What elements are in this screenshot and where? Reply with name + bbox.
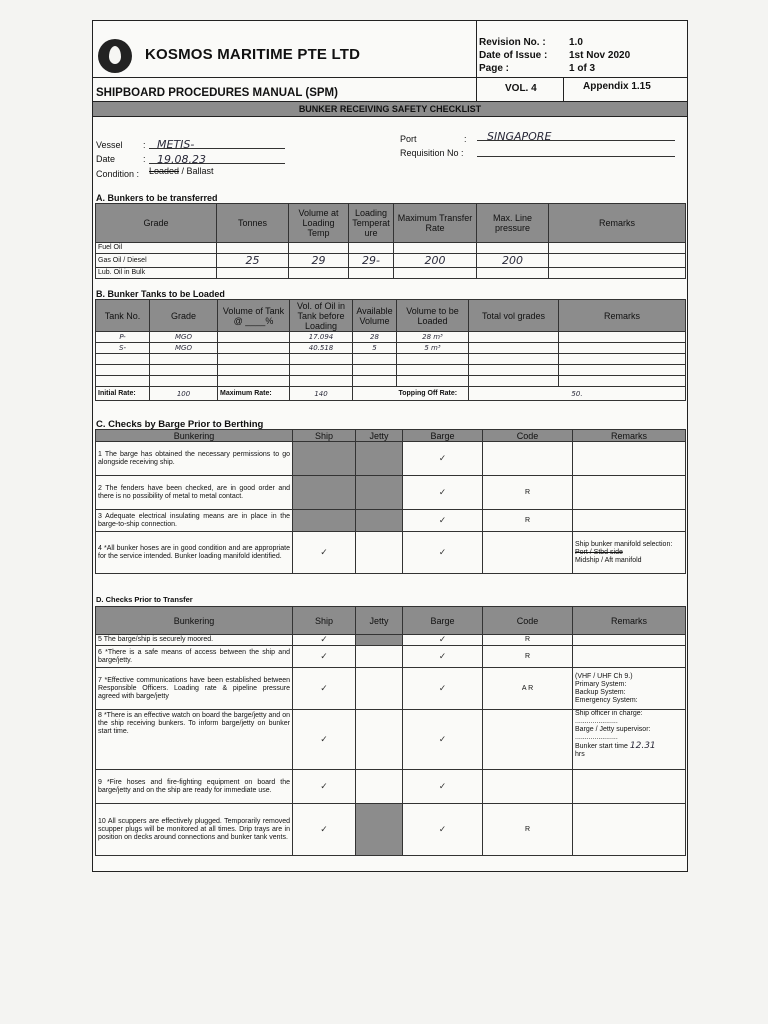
ship-check[interactable]: ✓ [293, 532, 356, 574]
to-load-cell[interactable] [397, 354, 469, 365]
grade-cell: Fuel Oil [96, 243, 217, 254]
total-cell[interactable] [469, 343, 559, 354]
to-load-cell[interactable]: 5 m³ [397, 343, 469, 354]
col-volume-of-tank: Volume of Tank @ ____% [218, 300, 290, 332]
maximum-rate-value[interactable]: 140 [290, 387, 353, 401]
backup-system: Backup System: [575, 688, 626, 696]
col-volume-loading-temp: Volume at Loading Temp [289, 204, 349, 243]
col-code: Code [483, 607, 573, 635]
col-ship: Ship [293, 607, 356, 635]
volume-cell[interactable] [289, 268, 349, 279]
col-barge: Barge [403, 607, 483, 635]
rate-cell[interactable]: 200 [394, 254, 477, 268]
remarks-cell[interactable] [559, 354, 686, 365]
port-colon: : [464, 134, 467, 144]
to-load-cell[interactable]: 28 m³ [397, 332, 469, 343]
revision-value: 1.0 [569, 37, 583, 48]
before-cell[interactable] [290, 354, 353, 365]
check-text: 5 The barge/ship is securely moored. [96, 635, 293, 646]
section-b-title: B. Bunker Tanks to be Loaded [96, 289, 225, 299]
checklist-row [96, 442, 686, 476]
manifold-side: Port / Stbd side [575, 548, 623, 556]
date-colon: : [143, 154, 146, 164]
checklist-row [96, 635, 686, 646]
appendix-label: Appendix 1.15 [583, 81, 651, 92]
remarks-cell[interactable] [573, 804, 686, 856]
col-bunkering: Bunkering [96, 430, 293, 442]
jetty-check[interactable] [356, 770, 403, 804]
code-cell [483, 532, 573, 574]
check-text: 4 *All bunker hoses are in good condition and are appropriate for the service intended. Bunker loading manifold identified. [96, 532, 293, 574]
barge-check[interactable]: ✓ [403, 646, 483, 668]
tonnes-cell[interactable]: 25 [217, 254, 289, 268]
grade-cell[interactable] [150, 376, 218, 387]
to-load-cell[interactable] [397, 376, 469, 387]
col-tank-no: Tank No. [96, 300, 150, 332]
initial-rate-value[interactable]: 100 [150, 387, 218, 401]
remarks-cell[interactable] [573, 476, 686, 510]
barge-check[interactable]: ✓ [403, 635, 483, 646]
vessel-field[interactable] [149, 135, 285, 149]
jetty-check[interactable] [356, 668, 403, 710]
barge-check[interactable]: ✓ [403, 710, 483, 770]
code-cell: R [483, 635, 573, 646]
checklist-row [96, 710, 686, 770]
barge-supervisor-line: ...................... [575, 734, 618, 741]
available-cell[interactable]: 28 [353, 332, 397, 343]
col-vol-before-loading: Vol. of Oil in Tank before Loading [290, 300, 353, 332]
rates-row [96, 387, 686, 401]
remarks-cell[interactable] [549, 268, 686, 279]
table-row [96, 376, 686, 387]
remarks-cell[interactable] [573, 770, 686, 804]
code-cell: R [483, 476, 573, 510]
page-label: Page : [479, 63, 510, 74]
checklist-title-bar [93, 101, 687, 117]
col-max-line-pressure: Max. Line pressure [477, 204, 549, 243]
barge-check[interactable]: ✓ [403, 804, 483, 856]
tank-cell[interactable] [96, 376, 150, 387]
checklist-row [96, 532, 686, 574]
tonnes-cell[interactable] [217, 268, 289, 279]
remarks-cell[interactable] [573, 710, 686, 770]
col-remarks: Remarks [559, 300, 686, 332]
vol-tank-cell[interactable] [218, 343, 290, 354]
pressure-cell[interactable] [477, 243, 549, 254]
to-load-cell[interactable] [397, 365, 469, 376]
topping-rate-label: Topping Off Rate: [397, 387, 469, 401]
grade-cell[interactable] [150, 354, 218, 365]
barge-checks-table [95, 429, 686, 574]
check-text: 7 *Effective communications have been established between Responsible Officers. Loading rate & pipeline pressure agreed with barge/jetty [96, 668, 293, 710]
checklist-sheet [92, 20, 688, 872]
ship-check[interactable] [293, 442, 356, 476]
total-cell[interactable] [469, 354, 559, 365]
check-text: 8 *There is an effective watch on board the barge/jetty and on the ship receiving bunkers. To inform barge/jetty on bunker start time. [96, 710, 293, 770]
officer-in-charge-line: ...................... [575, 718, 618, 725]
table-row [96, 243, 686, 254]
col-remarks: Remarks [573, 430, 686, 442]
hours-label: hrs [575, 751, 585, 758]
manifold-label: Ship bunker manifold selection: [575, 540, 673, 548]
grade-cell[interactable]: MGO [150, 332, 218, 343]
ship-check[interactable]: ✓ [293, 646, 356, 668]
check-text: 3 Adequate electrical insulating means are in place in the barge-to-ship connection. [96, 510, 293, 532]
table-row [96, 343, 686, 354]
col-barge: Barge [403, 430, 483, 442]
pressure-cell[interactable] [477, 268, 549, 279]
jetty-check[interactable] [356, 646, 403, 668]
before-cell[interactable] [290, 365, 353, 376]
total-cell[interactable] [469, 332, 559, 343]
manual-title: SHIPBOARD PROCEDURES MANUAL (SPM) [96, 87, 338, 99]
total-cell[interactable] [469, 376, 559, 387]
col-total-vol-grades: Total vol grades [469, 300, 559, 332]
temp-cell[interactable]: 29- [349, 254, 394, 268]
available-cell[interactable] [353, 376, 397, 387]
barge-check[interactable]: ✓ [403, 442, 483, 476]
officer-in-charge-label: Ship officer in charge: [575, 710, 643, 717]
bunker-start-label: Bunker start time [575, 743, 628, 750]
code-cell [483, 710, 573, 770]
volume-label: VOL. 4 [505, 83, 537, 94]
remarks-cell[interactable] [573, 646, 686, 668]
remarks-cell[interactable] [559, 365, 686, 376]
barge-supervisor-label: Barge / Jetty supervisor: [575, 726, 651, 733]
volume-cell[interactable] [289, 243, 349, 254]
tank-cell[interactable] [96, 365, 150, 376]
ship-check[interactable]: ✓ [293, 668, 356, 710]
checklist-row [96, 668, 686, 710]
table-row [96, 268, 686, 279]
vessel-label: Vessel [96, 140, 123, 150]
jetty-check[interactable] [356, 804, 403, 856]
tonnes-cell[interactable] [217, 243, 289, 254]
col-remarks: Remarks [573, 607, 686, 635]
ship-check[interactable]: ✓ [293, 804, 356, 856]
total-cell[interactable] [469, 365, 559, 376]
revision-label: Revision No. : [479, 37, 546, 48]
manifold-position: Midship / Aft manifold [575, 556, 642, 564]
temp-cell[interactable] [349, 268, 394, 279]
jetty-check[interactable] [356, 710, 403, 770]
primary-system: Primary System: [575, 680, 627, 688]
checklist-row [96, 646, 686, 668]
col-max-transfer-rate: Maximum Transfer Rate [394, 204, 477, 243]
barge-check[interactable]: ✓ [403, 770, 483, 804]
col-remarks: Remarks [549, 204, 686, 243]
check-text: 10 All scuppers are effectively plugged. Temporarily removed scupper plugs will be monitored at all times. Drip trays are in position on decks around connections and bunker tank vents. [96, 804, 293, 856]
col-loading-temperature: Loading Temperat ure [349, 204, 394, 243]
code-cell: R [483, 510, 573, 532]
remarks-cell[interactable] [549, 254, 686, 268]
code-cell: R [483, 804, 573, 856]
jetty-check[interactable] [356, 635, 403, 646]
initial-rate-label: Initial Rate: [96, 387, 150, 401]
code-cell: A R [483, 668, 573, 710]
topping-rate-value[interactable]: 50. [469, 387, 686, 401]
section-c-title: C. Checks by Barge Prior to Berthing [96, 419, 264, 430]
col-grade: Grade [150, 300, 218, 332]
vol-tank-cell[interactable] [218, 332, 290, 343]
section-a-title: A. Bunkers to be transferred [96, 193, 218, 203]
remarks-cell[interactable] [573, 635, 686, 646]
col-available-volume: Available Volume [353, 300, 397, 332]
date-field[interactable] [149, 150, 285, 164]
check-text: 9 *Fire hoses and fire-fighting equipment on board the barge/jetty and on the ship are ready for immediate use. [96, 770, 293, 804]
port-value: SINGAPORE [487, 130, 552, 143]
requisition-field[interactable] [477, 143, 675, 157]
available-cell[interactable] [353, 365, 397, 376]
checklist-title: BUNKER RECEIVING SAFETY CHECKLIST [298, 104, 482, 114]
remarks-cell[interactable] [573, 442, 686, 476]
page-value: 1 of 3 [569, 63, 596, 74]
col-code: Code [483, 430, 573, 442]
condition-ballast: / Ballast [179, 166, 214, 176]
port-field[interactable] [477, 127, 675, 141]
barge-check[interactable]: ✓ [403, 668, 483, 710]
checklist-row [96, 476, 686, 510]
vol-tank-cell[interactable] [218, 354, 290, 365]
check-text: 2 The fenders have been checked, are in good order and there is no possibility of metal to metal contact. [96, 476, 293, 510]
vol-tank-cell[interactable] [218, 365, 290, 376]
remarks-cell[interactable] [573, 510, 686, 532]
condition-label: Condition : [96, 169, 140, 179]
date-issue-label: Date of Issue : [479, 50, 548, 61]
jetty-check[interactable] [356, 510, 403, 532]
grade-cell[interactable] [150, 365, 218, 376]
bunker-tanks-table [95, 299, 686, 401]
code-cell [483, 770, 573, 804]
remarks-cell[interactable] [559, 332, 686, 343]
barge-check[interactable]: ✓ [403, 476, 483, 510]
remarks-cell[interactable] [559, 376, 686, 387]
remarks-cell[interactable] [573, 668, 686, 710]
ship-check[interactable]: ✓ [293, 635, 356, 646]
tank-cell[interactable]: S- [96, 343, 150, 354]
date-value: 19.08.23 [157, 153, 206, 166]
check-text: 6 *There is a safe means of access between the ship and barge/jetty. [96, 646, 293, 668]
ship-check[interactable] [293, 476, 356, 510]
col-grade: Grade [96, 204, 217, 243]
volume-cell[interactable]: 29 [289, 254, 349, 268]
code-cell: R [483, 646, 573, 668]
barge-check[interactable]: ✓ [403, 532, 483, 574]
pressure-cell[interactable]: 200 [477, 254, 549, 268]
requisition-label: Requisition No : [400, 148, 464, 158]
before-cell[interactable]: 17.094 [290, 332, 353, 343]
bunkers-table [95, 203, 686, 279]
condition-loaded: Loaded [149, 166, 180, 176]
grade-cell: Lub. Oil in Bulk [96, 268, 217, 279]
remarks-cell[interactable] [559, 343, 686, 354]
col-tonnes: Tonnes [217, 204, 289, 243]
ship-check[interactable]: ✓ [293, 710, 356, 770]
maximum-rate-label: Maximum Rate: [218, 387, 290, 401]
col-bunkering: Bunkering [96, 607, 293, 635]
bunker-start-time[interactable]: 12.31 [629, 741, 656, 751]
port-label: Port [400, 134, 417, 144]
section-d-title: D. Checks Prior to Transfer [96, 595, 193, 604]
tank-cell[interactable]: P- [96, 332, 150, 343]
company-name: KOSMOS MARITIME PTE LTD [145, 46, 361, 63]
jetty-check[interactable] [356, 476, 403, 510]
code-cell [483, 442, 573, 476]
table-row [96, 365, 686, 376]
tank-cell[interactable] [96, 354, 150, 365]
ship-check[interactable]: ✓ [293, 770, 356, 804]
check-text: 1 The barge has obtained the necessary permissions to go alongside receiving ship. [96, 442, 293, 476]
col-jetty: Jetty [356, 430, 403, 442]
emergency-system: Emergency System: [575, 696, 638, 704]
barge-check[interactable]: ✓ [403, 510, 483, 532]
date-issue-value: 1st Nov 2020 [569, 50, 631, 61]
table-row [96, 254, 686, 268]
rate-cell[interactable] [394, 243, 477, 254]
available-cell[interactable] [353, 354, 397, 365]
vessel-value: METIS- [157, 138, 195, 151]
vhf-channel: (VHF / UHF Ch 9.) [575, 672, 633, 680]
table-row [96, 354, 686, 365]
jetty-check[interactable] [356, 532, 403, 574]
company-logo [98, 39, 132, 73]
remarks-cell[interactable] [549, 243, 686, 254]
vessel-colon: : [143, 140, 146, 150]
table-row [96, 332, 686, 343]
date-label: Date [96, 154, 116, 164]
rate-cell[interactable] [394, 268, 477, 279]
temp-cell[interactable] [349, 243, 394, 254]
jetty-check[interactable] [356, 442, 403, 476]
col-jetty: Jetty [356, 607, 403, 635]
col-volume-to-be-loaded: Volume to be Loaded [397, 300, 469, 332]
before-cell[interactable]: 40.518 [290, 343, 353, 354]
transfer-checks-table [95, 606, 686, 856]
checklist-row [96, 804, 686, 856]
checklist-row [96, 510, 686, 532]
vol-tank-cell[interactable] [218, 376, 290, 387]
col-ship: Ship [293, 430, 356, 442]
grade-cell[interactable]: MGO [150, 343, 218, 354]
available-cell[interactable]: 5 [353, 343, 397, 354]
before-cell[interactable] [290, 376, 353, 387]
grade-cell: Gas Oil / Diesel [96, 254, 217, 268]
condition-options [149, 167, 214, 177]
ship-check[interactable] [293, 510, 356, 532]
remarks-cell[interactable] [573, 532, 686, 574]
checklist-row [96, 770, 686, 804]
